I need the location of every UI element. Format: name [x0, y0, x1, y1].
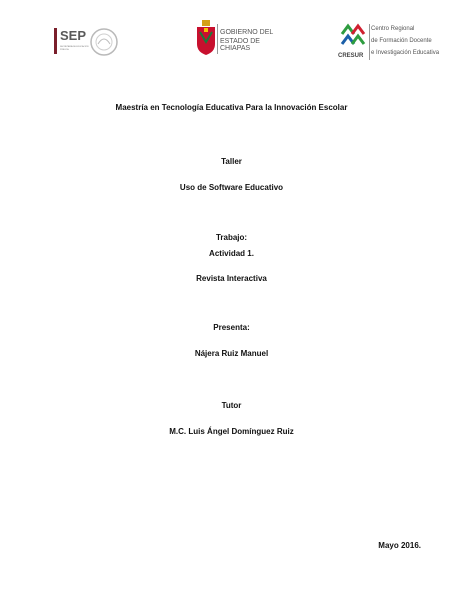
tutor-name: M.C. Luis Ángel Domínguez Ruiz [169, 427, 294, 436]
program-title: Maestría en Tecnología Educativa Para la Innovación Escolar [115, 103, 348, 112]
cresur-line2: de Formación Docente [371, 38, 432, 44]
document-date: Mayo 2016. [378, 541, 421, 550]
presenter-label: Presenta: [213, 323, 250, 332]
cresur-logo [336, 20, 440, 66]
presenter-name: Nájera Ruiz Manuel [194, 349, 269, 358]
work-title: Revista Interactiva [196, 274, 267, 283]
workshop-label: Taller [221, 157, 242, 166]
chiapas-line1: GOBIERNO DEL [220, 29, 274, 36]
chiapas-logo [192, 18, 292, 62]
cresur-name: CRESUR [338, 53, 364, 59]
sep-subtitle: SECRETARÍA DE EDUCACIÓN PÚBLICA [60, 46, 89, 51]
cresur-emblem-icon [340, 22, 368, 52]
cresur-line1: Centro Regional [371, 26, 415, 32]
work-label: Trabajo: [215, 233, 248, 242]
header-logos [0, 0, 463, 80]
sep-logo [42, 24, 122, 64]
cresur-line3: e Investigación Educativa [371, 50, 440, 56]
sep-logo-text: SEP [60, 28, 87, 43]
cresur-divider [369, 24, 370, 60]
chiapas-shield-icon [196, 20, 216, 56]
chiapas-divider [217, 24, 218, 54]
activity-number: Actividad 1. [209, 249, 254, 258]
chiapas-line2: ESTADO DE CHIAPAS [220, 38, 260, 52]
tutor-label: Tutor [221, 401, 242, 410]
workshop-name: Uso de Software Educativo [179, 183, 284, 192]
